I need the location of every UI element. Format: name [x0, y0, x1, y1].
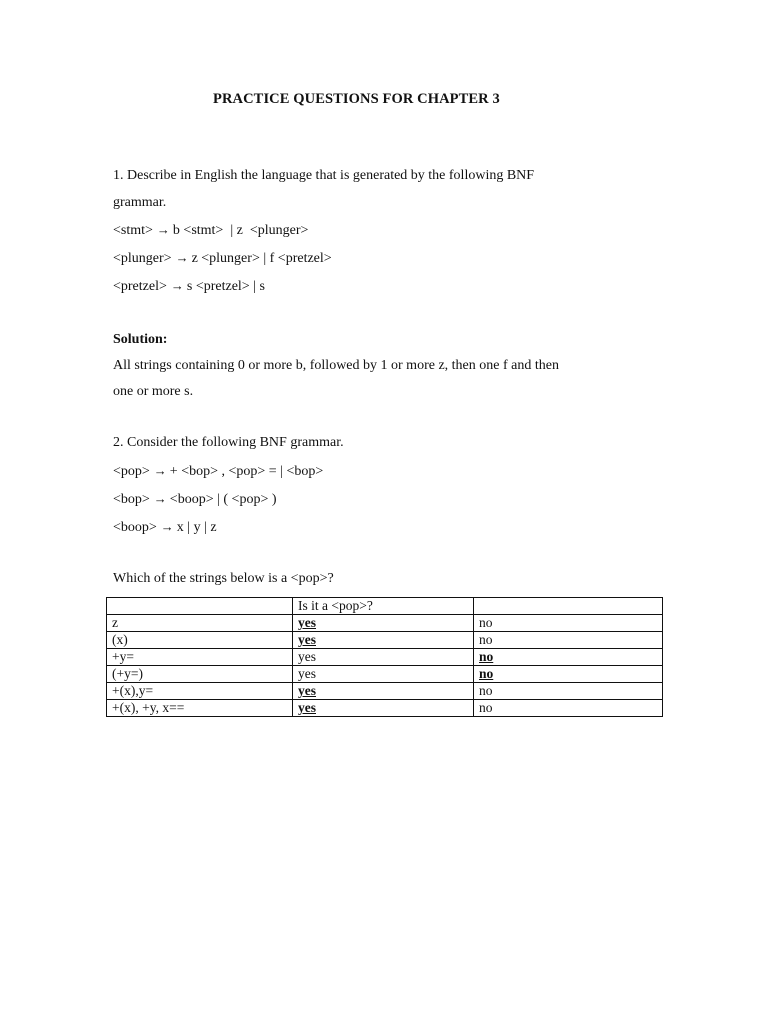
arrow-icon: →: [156, 222, 170, 237]
row-yes: yes: [293, 615, 474, 632]
q2-rule-bop: [113, 491, 277, 508]
solution-label: Solution:: [113, 332, 168, 347]
q1-prompt-line1: 1. Describe in English the language that is generated by the following BNF: [113, 168, 535, 183]
arrow-icon: →: [153, 463, 167, 478]
row-yes: yes: [293, 666, 474, 683]
q2-prompt: 2. Consider the following BNF grammar.: [113, 435, 344, 450]
row-string: z: [107, 615, 293, 632]
rule-rhs: x | y | z: [176, 520, 217, 535]
pop-answer-table: [106, 597, 663, 717]
row-no: no: [474, 666, 663, 683]
solution-line1: All strings containing 0 or more b, followed by 1 or more z, then one f and then: [113, 358, 559, 373]
row-string: (+y=): [107, 666, 293, 683]
rule-rhs: b <stmt> | z <plunger>: [172, 223, 309, 238]
rule-lhs: <boop>: [113, 520, 157, 535]
row-string: (x): [107, 632, 293, 649]
q1-rule-plunger: [113, 250, 332, 267]
arrow-icon: →: [175, 250, 189, 265]
arrow-icon: →: [153, 491, 167, 506]
row-string: +(x),y=: [107, 683, 293, 700]
header-cell-empty: [474, 598, 663, 615]
row-no: no: [474, 615, 663, 632]
q2-rule-pop: [113, 463, 323, 480]
table-row: [107, 683, 663, 700]
arrow-icon: →: [170, 278, 184, 293]
rule-rhs: z <plunger> | f <pretzel>: [191, 251, 332, 266]
header-cell-question: Is it a <pop>?: [293, 598, 474, 615]
row-no: no: [474, 649, 663, 666]
rule-lhs: <pretzel>: [113, 279, 167, 294]
row-yes: yes: [293, 700, 474, 717]
rule-rhs: s <pretzel> | s: [186, 279, 265, 294]
row-string: +y=: [107, 649, 293, 666]
rule-rhs: <boop> | ( <pop> ): [169, 492, 277, 507]
row-yes: yes: [293, 683, 474, 700]
table-row: [107, 615, 663, 632]
rule-lhs: <plunger>: [113, 251, 172, 266]
row-yes: yes: [293, 649, 474, 666]
rule-lhs: <stmt>: [113, 223, 153, 238]
row-no: no: [474, 632, 663, 649]
table-row: [107, 632, 663, 649]
table-header-row: [107, 598, 663, 615]
table-row: [107, 700, 663, 717]
q2-question: Which of the strings below is a <pop>?: [113, 571, 334, 586]
q2-rule-boop: [113, 519, 217, 536]
table-row: [107, 649, 663, 666]
rule-rhs: + <bop> , <pop> = | <bop>: [169, 464, 324, 479]
row-no: no: [474, 683, 663, 700]
q1-rule-pretzel: [113, 278, 265, 295]
row-no: no: [474, 700, 663, 717]
solution-line2: one or more s.: [113, 384, 194, 399]
q1-rule-stmt: [113, 222, 308, 239]
table-row: [107, 666, 663, 683]
rule-lhs: <pop>: [113, 464, 150, 479]
header-cell-string: [107, 598, 293, 615]
arrow-icon: →: [160, 519, 174, 534]
row-yes: yes: [293, 632, 474, 649]
q1-prompt-line2: grammar.: [113, 195, 167, 210]
rule-lhs: <bop>: [113, 492, 150, 507]
row-string: +(x), +y, x==: [107, 700, 293, 717]
page-title: PRACTICE QUESTIONS FOR CHAPTER 3: [213, 91, 500, 107]
